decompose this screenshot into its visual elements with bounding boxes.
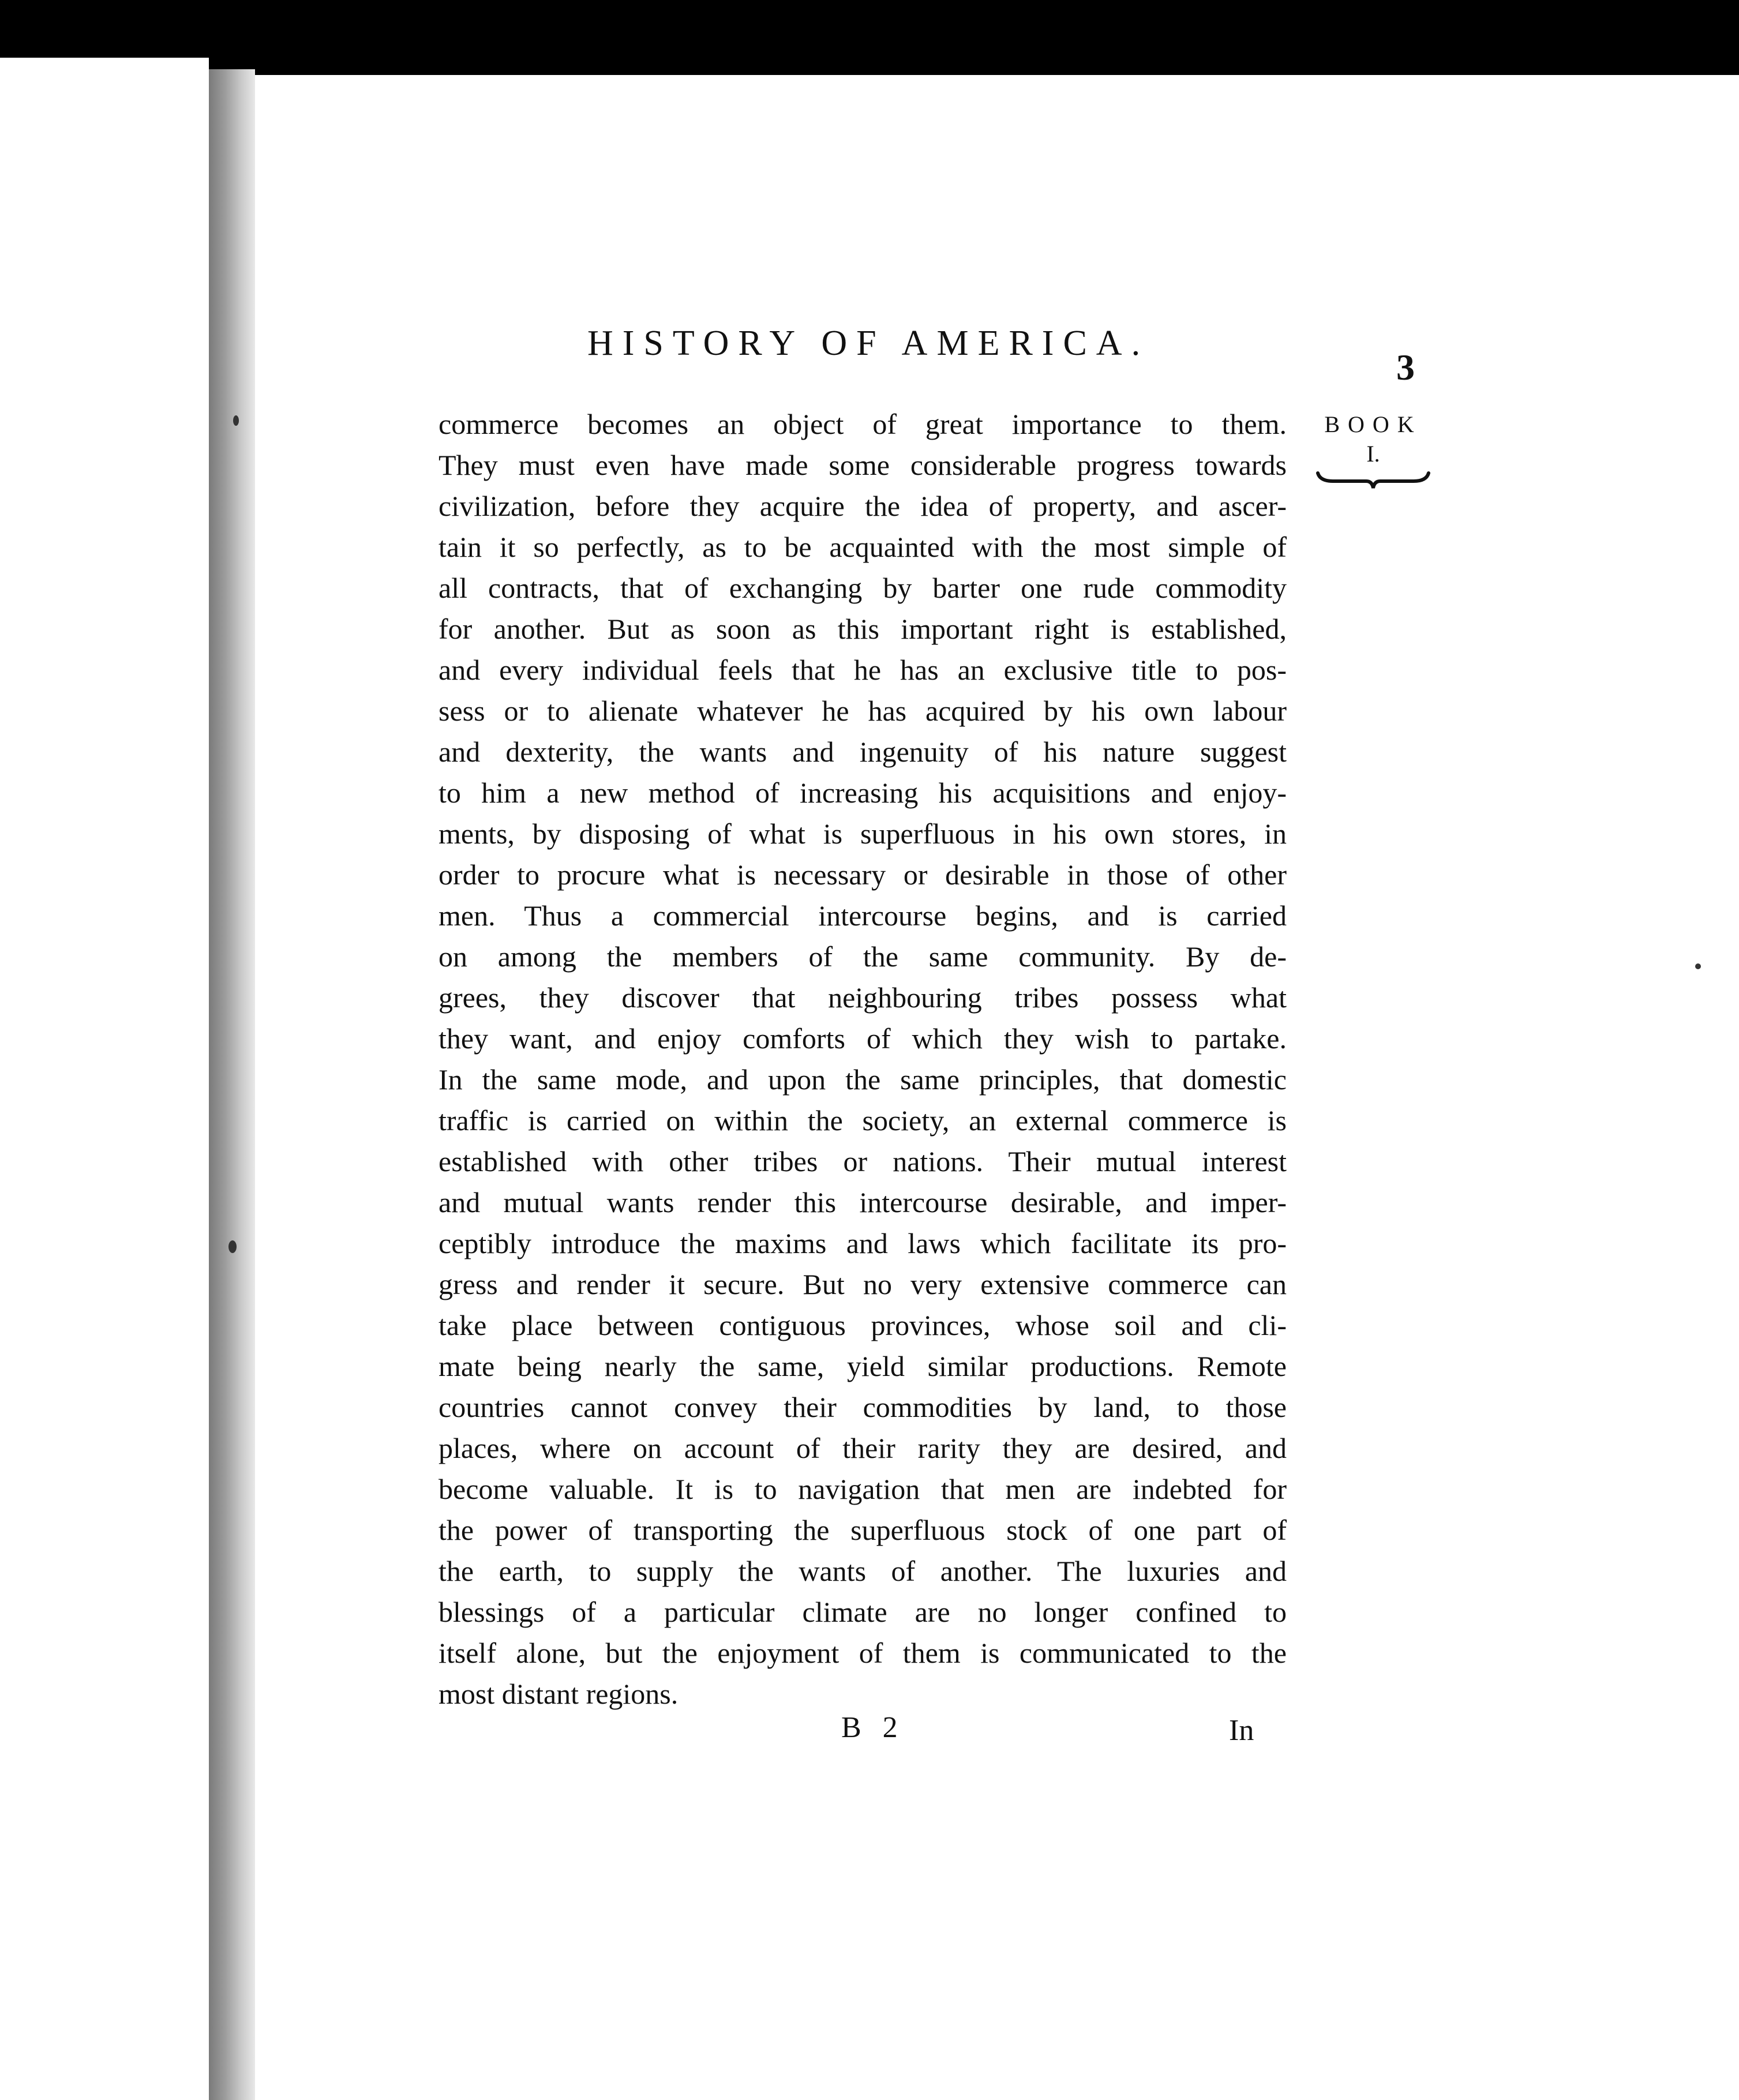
text-line: In the same mode, and upon the same principles, that domestic xyxy=(439,1063,1287,1096)
text-line: countries cannot convey their commodities by land, to those xyxy=(439,1391,1287,1423)
margin-note-number: I. xyxy=(1366,441,1380,467)
text-line: traffic is carried on within the society, an external commerce is xyxy=(439,1104,1287,1137)
text-line: order to procure what is necessary or desirable in those of other xyxy=(439,858,1287,891)
text-line: blessings of a particular climate are no longer confined to xyxy=(439,1596,1287,1628)
text-line: gress and render it secure. But no very extensive commerce can xyxy=(439,1268,1287,1300)
text-line: men. Thus a commercial intercourse begins, and is carried xyxy=(439,899,1287,932)
text-line: civilization, before they acquire the idea of property, and ascer- xyxy=(439,490,1287,522)
text-line: sess or to alienate whatever he has acquired by his own labour xyxy=(439,695,1287,727)
text-line: take place between contiguous provinces, whose soil and cli- xyxy=(439,1309,1287,1341)
ink-speck xyxy=(1695,963,1701,969)
text-line: most distant regions. xyxy=(439,1678,679,1710)
text-line: they want, and enjoy comforts of which they wish to partake. xyxy=(439,1022,1287,1055)
text-line: all contracts, that of exchanging by barter one rude commodity xyxy=(439,572,1287,604)
brace-ornament-icon xyxy=(1316,467,1431,490)
body-text xyxy=(439,404,1287,1715)
text-line: the earth, to supply the wants of another. The luxuries and xyxy=(439,1555,1287,1587)
text-line: and every individual feels that he has an exclusive title to pos- xyxy=(439,654,1287,686)
text-line: to him a new method of increasing his acquisitions and enjoy- xyxy=(439,777,1287,809)
text-line: established with other tribes or nations. Their mutual interest xyxy=(439,1145,1287,1178)
text-line: the power of transporting the superfluous stock of one part of xyxy=(439,1514,1287,1546)
ink-speck xyxy=(228,1240,237,1253)
text-line: itself alone, but the enjoyment of them is communicated to the xyxy=(439,1637,1287,1669)
text-line: grees, they discover that neighbouring tribes possess what xyxy=(439,981,1287,1014)
text-line: commerce becomes an object of great importance to them. xyxy=(439,408,1287,440)
left-page-blank xyxy=(0,58,209,2100)
text-line: mate being nearly the same, yield similar productions. Remote xyxy=(439,1350,1287,1382)
text-line: and mutual wants render this intercourse desirable, and imper- xyxy=(439,1186,1287,1218)
text-line: ments, by disposing of what is superfluous in his own stores, in xyxy=(439,817,1287,850)
page-number: 3 xyxy=(1396,347,1415,388)
text-line: ceptibly introduce the maxims and laws which facilitate its pro- xyxy=(439,1227,1287,1259)
text-line: on among the members of the same community. By de- xyxy=(439,940,1287,973)
signature-mark: B 2 xyxy=(841,1711,905,1744)
text-line: and dexterity, the wants and ingenuity of his nature suggest xyxy=(439,736,1287,768)
text-line: They must even have made some considerable progress towards xyxy=(439,449,1287,481)
margin-note-label: BOOK xyxy=(1324,411,1422,437)
text-line: for another. But as soon as this important right is established, xyxy=(439,613,1287,645)
text-line: places, where on account of their rarity they are desired, and xyxy=(439,1432,1287,1464)
running-head: HISTORY OF AMERICA. xyxy=(587,324,1150,363)
book-gutter xyxy=(209,69,255,2100)
ink-speck xyxy=(233,415,239,426)
text-line: tain it so perfectly, as to be acquainted with the most simple of xyxy=(439,531,1287,563)
margin-note-book xyxy=(1316,411,1431,490)
text-line: become valuable. It is to navigation that men are indebted for xyxy=(439,1473,1287,1505)
catchword: In xyxy=(1229,1714,1254,1747)
